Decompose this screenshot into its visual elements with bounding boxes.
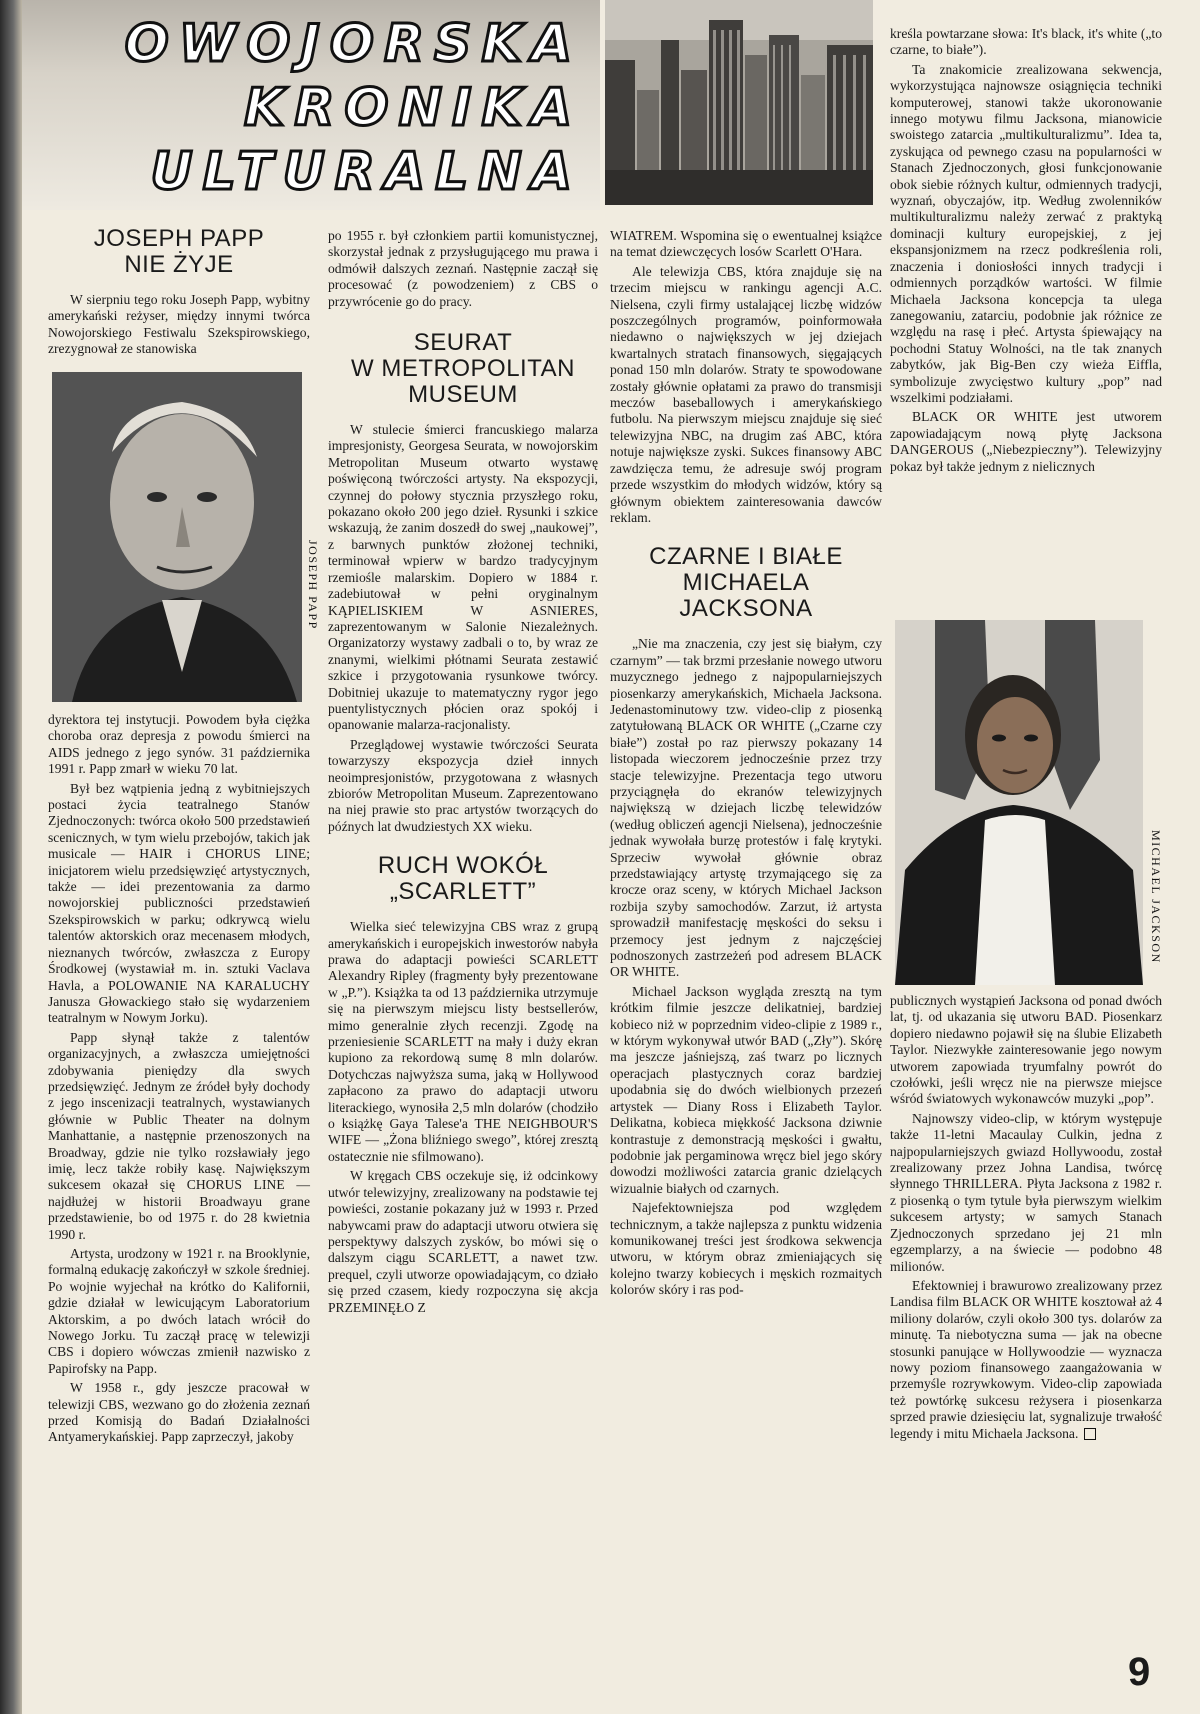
title-line: SEURAT: [413, 329, 513, 357]
paragraph: publicznych wystąpień Jacksona od ponad dwóch lat, tj. od ukazania się utworu BAD. Piosenkarz dopiero niedawno pojawił się na ślubie Elizabeth Taylor. Niezwykłe zainteresowanie jego nowym utworem zapowiada tryumfalny powrót do czołówki, jeśli wręcz nie na pierwsze miejsce wśród światowych wykonawców muzyki „pop”.: [890, 993, 1162, 1107]
header-line-2: KRONIKA: [244, 78, 582, 138]
title-line: NIE ŻYJE: [124, 251, 234, 278]
column-1-continued: [48, 712, 310, 1449]
header-line-1: OWOJORSKA: [124, 14, 582, 74]
title-line: JOSEPH PAPP: [93, 225, 265, 252]
page-number: 9: [1128, 1650, 1151, 1694]
michael-jackson-photo: [895, 620, 1143, 985]
paragraph: „Nie ma znaczenia, czy jest się białym, czy czarnym” — tak brzmi przesłanie nowego utworu muzycznego jednego z najpopularniejszych piosenkarzy amerykańskich, Michaela Jacksona. Jedenastominutowy tzw. video-clip z piosenką zatytułowaną BLACK OR WHITE („Czarne czy białe”) został po raz pierwszy pokazany 14 listopada wieczorem jednocześnie przez trzy stacje telewizyjne. Prezentacja tego utworu przyciągnęła do ekranów telewizyjnych największą w dziejach liczbę telewidzów (według obliczeń agencji Nielsena), jednocześnie jednak wywołała burzę protestów i falę krytyki. Sprzeciw wywołał głównie obraz przedstawiający artystę trzymającego się za krocze oraz sceny, w których Michael Jackson rozbija szyby samochodów. Zarzut, iż artysta sprowadził manifestację męskości do seksu i przemocy jest jednym z najczęściej podnoszonych zastrzeżeń pod adresem BLACK OR WHITE.: [610, 636, 882, 980]
section-header: [22, 0, 600, 210]
article-title-seurat: [328, 330, 598, 408]
paragraph: Najnowszy video-clip, w którym występuje także 11-letni Macaulay Culkin, jedna z najpopularniejszych gwiazd Hollywoodu, został zrealizowany przez Johna Landisa, twórcę słynnego THRILLERA. Płyta Jacksona z 1982 r. z piosenką o tym tytule była pierwszym wielkim sukcesem artysty; w samych Stanach Zjednoczonych sprzedano jej 21 mln egzemplarzy, a na świecie — podobno 48 milionów.: [890, 1110, 1162, 1274]
paragraph: dyrektora tej instytucji. Powodem była ciężka choroba oraz depresja z powodu śmierci na AIDS jednego z jego synów. 31 października 1991 r. Papp zmarł w wieku 70 lat.: [48, 712, 310, 777]
title-line: MICHAELA: [682, 569, 810, 597]
paragraph: Ale telewizja CBS, która znajduje się na trzecim miejscu w rankingu agencji A.C. Nielsena, czyli firmy ustalającej liczbę widzów poszczególnych programów, poinformowała niedawno o największych w jej dziejach kwartalnych stratach finansowych, sięgających ponad 150 mln dolarów. Straty te spowodowane zostały głównie opłatami za prawo do transmisji meczów baseballowych i amerykańskiego futbolu. Na pierwszym miejscu znajduje się sieć telewizyjna NBC, na drugim zaś ABC, która notuje największe zyski. Sukces finansowy ABC zawdzięcza temu, że adresuje swój program przede wszystkim do młodych widzów, który są głównym obiektem zainteresowania dawców reklam.: [610, 263, 882, 525]
paragraph: Wielka sieć telewizyjna CBS wraz z grupą amerykańskich i europejskich inwestorów nabyła prawa do adaptacji powieści SCARLETT Alexandry Ripley (fragmenty były prezentowane w „P.”). Książka ta od 13 października utrzymuje się na pierwszym miejscu listy bestsellerów, mimo generalnie złych recenzji. Zgodę na przeniesienie SCARLETT na mały i duży ekran kupiono za rekordową sumę 8 mln dolarów. Dotychczas najwyższa suma, jaką w Hollywood zapłacono za prawo do adaptacji utworu literackiego, wynosiła 2,5 mln dolarów (chodziło o książkę Gaya Talese'a THE NEIGHBOUR'S WIFE — „Żona bliźniego swego”, której zresztą ostatecznie nie sfilmowano).: [328, 919, 598, 1164]
photo-caption-papp: JOSEPH PAPP: [306, 540, 320, 630]
column-4-continued: [890, 993, 1162, 1445]
title-line: RUCH WOKÓŁ: [377, 852, 549, 880]
paragraph: W stulecie śmierci francuskiego malarza impresjonisty, Georgesa Seurata, w nowojorskim Metropolitan Museum otwarto wystawę poświęconą twórczości artysty. Na ekspozycji, czynnej do połowy stycznia przyszłego roku, pokazano około 200 jego dzieł. Rysunki i szkice wskazują, że zanim doszedł do swej „naukowej”, z barwnych punktów złożonej techniki, terminował wpierw w bardzo tradycyjnym rzemiośle malarskim. Dopiero w 1884 r. zadebiutował w pełni oryginalnym KĄPIELISKIEM W ASNIERES, zaprezentowanym w Salonie Niezależnych. Organizatorzy wystawy zadbali o to, by wraz ze znanymi, wielkimi płótnami Seurata zestawić szkice i przygotowania rysunkowe twórcy. Dobitniej ukazuje to matematyczny rygor jego puentylistycznych płócien oraz spokój i opanowanie malarza-racjonalisty.: [328, 422, 598, 733]
title-line: JACKSONA: [679, 595, 813, 623]
title-line: CZARNE I BIAŁE: [649, 543, 843, 571]
article-title-papp: [48, 226, 310, 278]
new-york-skyline-photo: [605, 0, 873, 205]
paragraph: Michael Jackson wygląda zresztą na tym krótkim filmie jeszcze delikatniej, bardziej kobieco niż w poprzednim video-clipie z 1989 r., w którym wykonywał utwór BAD („Zły”). Skórę ma jeszcze jaśniejszą, zaś twarz po licznych operacjach plastycznych coraz bardziej upodabnia się do dwóch wielbionych przezeń artystek — Diany Ross i Elizabeth Taylor. Delikatna, kobieca miękkość Jacksona dziwnie kontrastuje z demonstracją męskości i gwałtu, podobnie jak pergaminowa wręcz biel jego skóry dowodzi możliwości zatarcia granic dzielących wizualnie białych od czarnych.: [610, 983, 882, 1196]
title-line: W METROPOLITAN: [351, 355, 575, 383]
photo-caption-jackson: MICHAEL JACKSON: [1149, 830, 1163, 964]
title-line: „SCARLETT”: [389, 878, 537, 906]
title-line: MUSEUM: [408, 381, 518, 409]
paragraph: BLACK OR WHITE jest utworem zapowiadającym nową płytę Jacksona DANGEROUS („Niebezpieczny”). Telewizyjny pokaz był także jednym z nielicznych: [890, 409, 1162, 474]
paragraph: W sierpniu tego roku Joseph Papp, wybitny amerykański reżyser, między innymi twórca Nowojorskiego Festiwalu Szekspirowskiego, zrezygnował ze stanowiska: [48, 292, 310, 357]
paragraph: kreśla powtarzane słowa: It's black, it's white („to czarne, to białe”).: [890, 26, 1162, 58]
paragraph: [890, 1278, 1162, 1442]
paragraph: W 1958 r., gdy jeszcze pracował w telewizji CBS, wezwano go do złożenia zeznań przed Komisją do Badań Działalności Antyamerykańskiej. Papp zaprzeczył, jakoby: [48, 1380, 310, 1445]
joseph-papp-photo: [52, 372, 302, 702]
paragraph: Ta znakomicie zrealizowana sekwencja, wykorzystująca najnowsze osiągnięcia techniki komputerowej, stanowi także ukoronowanie innego motywu filmu Jacksona, mianowicie swoistego zatarcia „multikulturalizmu”. Idea ta, zyskująca od pewnego czasu na popularności w Stanach Zjednoczonych, głosi funkcjonowanie obok siebie różnych kultur, odmiennych tradycji, wyznań, obyczajów, itp. Według zwolenników multikulturalizmu należy zerwać z praktyką dominacji kultury europejskiej, z jej ekspansjonizmem na rzecz podkreślenia roli, znaczenia i doniosłości innych tradycji i odmiennych porządków wartości. W filmie Michaela Jacksona koncepcja ta ulega zanegowaniu, zatarciu, podobnie jak różnice ze względu na rasę i płeć. Artysta śpiewający na pochodni Statuy Wolności, na tle tak znanych zabytków, jak Big-Ben czy wieża Eiffla, symbolizuje zwycięstwo kultury „pop” nad wszelkimi podziałami.: [890, 61, 1162, 405]
column-3: [610, 228, 882, 1302]
paragraph: po 1955 r. był członkiem partii komunistycznej, skorzystał jednak z przysługującego mu prawa i odmówił dalszych zeznań. Następnie zaczął się procesować (z powodzeniem) z CBS o przywrócenie go do pracy.: [328, 228, 598, 309]
paragraph: Artysta, urodzony w 1921 r. na Brooklynie, formalną edukację zakończył w szkole średniej. Po wojnie wyjechał na krótko do Kalifornii, gdzie działał w lewicującym Laboratorium Aktorskim, a po dwóch latach wrócił do Nowego Jorku. Tu zaczął pracę w telewizji CBS i dopiero wówczas zmienił nazwisko z Papirofsky na Papp.: [48, 1246, 310, 1376]
paragraph: Przeglądowej wystawie twórczości Seurata towarzyszy ekspozycja dzieł innych neoimpresjonistów, przygotowana z własnych zbiorów Metropolitan Museum. Zaprezentowano na niej prawie sto prac artystów tworzących do późnych lat dwudziestych XX wieku.: [328, 736, 598, 834]
paragraph: Papp słynął także z talentów organizacyjnych, a zwłaszcza umiejętności zdobywania pieniędzy dla swych przedsięwzięć. Jednym ze źródeł były dochody z jego inscenizacji teatralnych, wystawianych głównie w Public Theater na dolnym Manhattanie, a następnie przenoszonych na Broadway, gdzie nie tylko rozsławiały jego imię, lecz także robiły kasę. Największym sukcesem okazał się CHORUS LINE — najdłużej w historii Broadwayu grane przedstawienie, bo od 1975 r. do 28 kwietnia 1990 r.: [48, 1029, 310, 1242]
paragraph-text: Efektowniej i brawurowo zrealizowany przez Landisa film BLACK OR WHITE kosztował aż 4 miliony dolarów, czyli około 300 tys. dolarów za minutę. Ta niebotyczna suma — jak na obecne stosunki panujące w Hollywoodzie — wyznacza nowy poziom finansowego zaangażowania w przemyśle rozrywkowym. Video-clip zapowiada też powtórkę sukcesu reżysera i piosenkarza sprzed prawie dziesięciu lat, sygnalizuje trwałość legendy i mitu Michaela Jacksona.: [890, 1277, 1162, 1441]
article-title-jackson: [610, 544, 882, 622]
binding-shadow: [0, 0, 22, 1714]
end-of-article-icon: [1084, 1428, 1096, 1440]
column-1: [48, 226, 310, 361]
paragraph: WIATREM. Wspomina się o ewentualnej książce na temat dziewczęcych losów Scarlett O'Hara.: [610, 228, 882, 260]
column-4: [890, 26, 1162, 478]
column-2: [328, 228, 598, 1319]
paragraph: W kręgach CBS oczekuje się, iż odcinkowy utwór telewizyjny, zrealizowany na podstawie tej powieści, zostanie pokazany już w 1993 r. Przed nabywcami praw do adaptacji utworu otwiera się perspektywy dalszych zysków, bo mówi się o dalszym ciągu SCARLETT, a nawet tzw. prequel, czyli utworze opowiadającym, co działo się przed czasem, kiedy rozpoczyna się akcja PRZEMINĘŁO Z: [328, 1168, 598, 1315]
article-title-scarlett: [328, 853, 598, 905]
paragraph: Najefektowniejsza pod względem technicznym, a także najlepsza z punktu widzenia komunikowanej treści jest środkowa sekwencja utworu, w którym obraz zmieniających się kolejno twarzy kobiecych i męskich rozmaitych kolorów skóry i ras pod-: [610, 1200, 882, 1298]
paragraph: Był bez wątpienia jedną z wybitniejszych postaci życia teatralnego Stanów Zjednoczonych: twórca około 500 przedstawień scenicznych, w tym wielu przebojów, takich jak musicale — HAIR i CHORUS LINE; inicjatorem wielu przedsięwzięć artystycznych, także — idei prezentowania za darmo nowojorskiej publiczności przedstawień Szekspirowskich w parku; odkrywcą wielu talentów aktorskich oraz mecenasem młodych, nieznanych twórców, zwłaszcza z Europy Środkowej (wystawiał m. in. sztuki Vaclava Havla, a POLOWANIE NA KARALUCHY Janusza Głowackiego stało się wydarzeniem teatralnym w Nowym Jorku).: [48, 780, 310, 1026]
header-line-3: ULTURALNA: [150, 142, 582, 202]
